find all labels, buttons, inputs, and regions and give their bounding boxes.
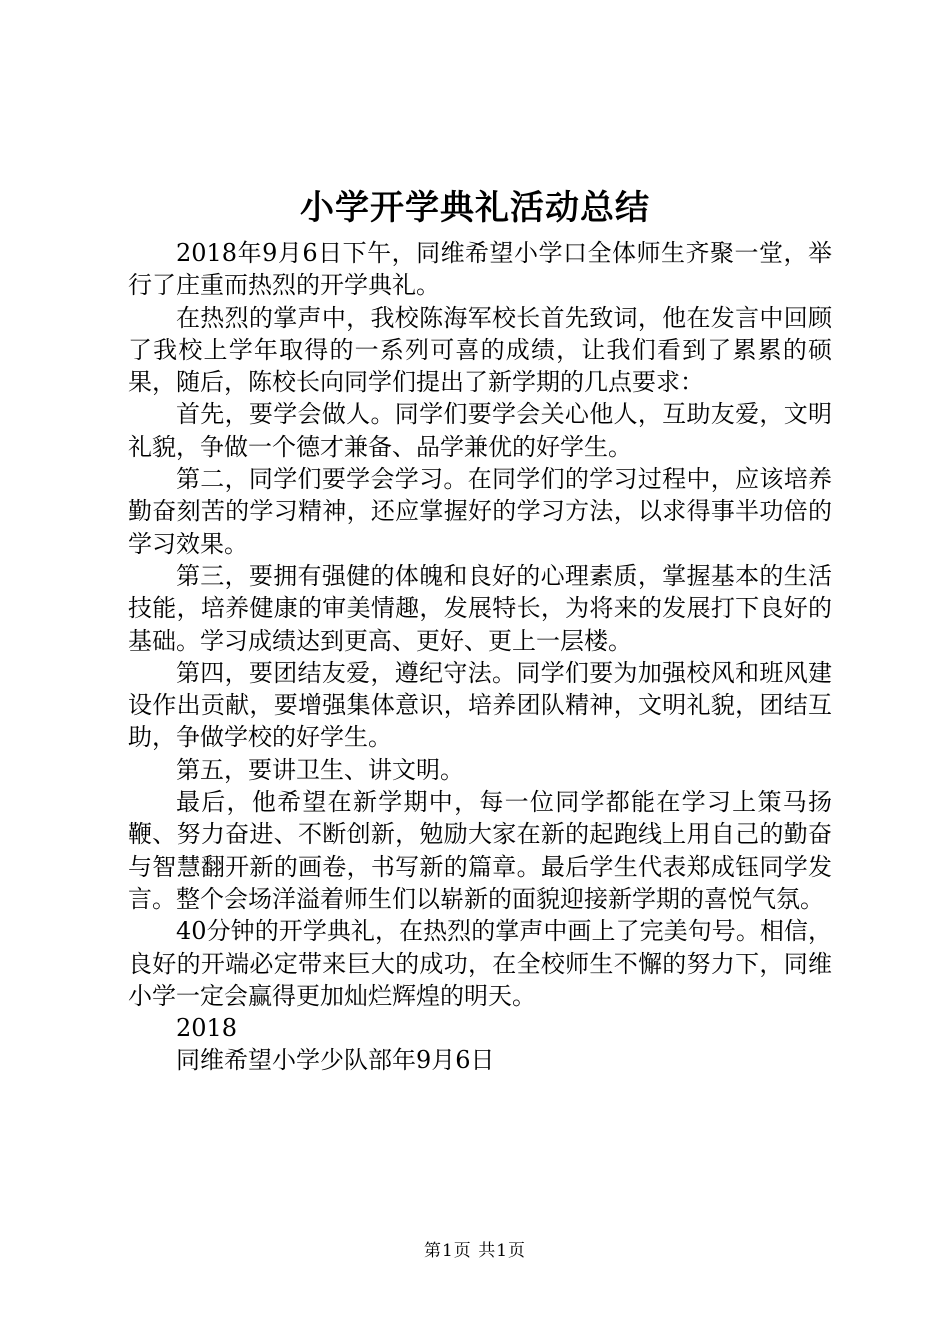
paragraph: 第三，要拥有强健的体魄和良好的心理素质，掌握基本的生活技能，培养健康的审美情趣，发展特长，为将来的发展打下良好的基础。学习成绩达到更高、更好、更上一层楼。 bbox=[128, 561, 832, 655]
paragraph: 最后，他希望在新学期中，每一位同学都能在学习上策马扬鞭、努力奋进、不断创新，勉励大家在新的起跑线上用自己的勤奋与智慧翻开新的画卷，书写新的篇章。最后学生代表郑成钰同学发言。整个会场洋溢着师生们以崭新的面貌迎接新学期的喜悦气氛。 bbox=[128, 788, 832, 913]
paragraph: 在热烈的掌声中，我校陈海军校长首先致词，他在发言中回顾了我校上学年取得的一系列可喜的成绩，让我们看到了累累的硕果，随后，陈校长向同学们提出了新学期的几点要求： bbox=[128, 303, 832, 397]
document-body bbox=[128, 237, 832, 1077]
signature-line: 同维希望小学少队部年9月6日 bbox=[176, 1046, 495, 1075]
paragraph: 40分钟的开学典礼，在热烈的掌声中画上了完美句号。相信，良好的开端必定带来巨大的成功，在全校师生不懈的努力下，同维小学一定会赢得更加灿烂辉煌的明天。 bbox=[128, 917, 832, 1010]
page-number-footer: 第1页 共1页 bbox=[423, 1241, 527, 1261]
paragraph: 第五，要讲卫生、讲文明。 bbox=[176, 755, 464, 784]
paragraph: 第四，要团结友爱，遵纪守法。同学们要为加强校风和班风建设作出贡献，要增强集体意识，培养团队精神，文明礼貌，团结互助，争做学校的好学生。 bbox=[128, 658, 832, 752]
paragraph: 2018年9月6日下午，同维希望小学口全体师生齐聚一堂，举行了庄重而热烈的开学典礼。 bbox=[128, 239, 832, 300]
paragraph: 第二，同学们要学会学习。在同学们的学习过程中，应该培养勤奋刻苦的学习精神，还应掌握好的学习方法，以求得事半功倍的学习效果。 bbox=[128, 465, 832, 558]
signature-year: 2018 bbox=[176, 1014, 238, 1043]
paragraph: 首先，要学会做人。同学们要学会关心他人，互助友爱，文明礼貌，争做一个德才兼备、品学兼优的好学生。 bbox=[128, 400, 832, 461]
document-title: 小学开学典礼活动总结 bbox=[300, 188, 650, 228]
